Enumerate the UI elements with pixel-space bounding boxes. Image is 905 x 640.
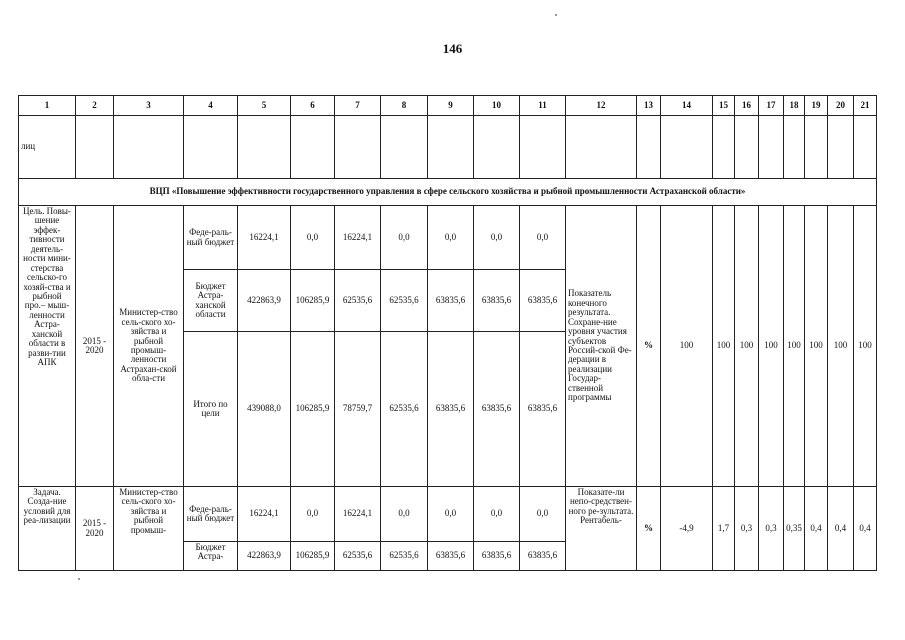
table-cell bbox=[854, 116, 877, 179]
indicator-value: 0,4 bbox=[854, 487, 877, 571]
header-cell: 5 bbox=[238, 96, 291, 116]
table-cell bbox=[661, 116, 713, 179]
value-cell: 62535,6 bbox=[381, 332, 428, 487]
funding-source: Бюджет Астра-ханской области bbox=[184, 270, 238, 332]
header-cell: 3 bbox=[114, 96, 184, 116]
table-row bbox=[19, 487, 877, 542]
task-unit: % bbox=[637, 487, 661, 571]
value-cell: 63835,6 bbox=[428, 270, 474, 332]
value-cell: 78759,7 bbox=[335, 332, 381, 487]
header-cell: 9 bbox=[428, 96, 474, 116]
indicator-value: 100 bbox=[854, 206, 877, 487]
header-cell: 11 bbox=[520, 96, 566, 116]
value-cell: 63835,6 bbox=[428, 332, 474, 487]
value-cell: 63835,6 bbox=[428, 542, 474, 571]
value-cell: 62535,6 bbox=[381, 270, 428, 332]
value-cell: 0,0 bbox=[291, 487, 335, 542]
indicator-value: 100 bbox=[828, 206, 854, 487]
table-cell bbox=[713, 116, 735, 179]
table-cell bbox=[474, 116, 520, 179]
funding-source: Феде-раль-ный бюджет bbox=[184, 206, 238, 270]
value-cell: 62535,6 bbox=[381, 542, 428, 571]
indicator-value: 100 bbox=[759, 206, 784, 487]
header-cell: 16 bbox=[735, 96, 759, 116]
header-cell: 10 bbox=[474, 96, 520, 116]
goal-executor: Министер-ство сель-ского хо-зяйства и рыбной промыш-ленности Астрахан-ской обла-сти bbox=[114, 206, 184, 487]
value-cell: 0,0 bbox=[474, 487, 520, 542]
header-cell: 17 bbox=[759, 96, 784, 116]
value-cell: 0,0 bbox=[520, 487, 566, 542]
value-cell: 63835,6 bbox=[474, 332, 520, 487]
program-table bbox=[18, 95, 877, 571]
table-cell bbox=[114, 116, 184, 179]
value-cell: 106285,9 bbox=[291, 332, 335, 487]
value-cell: 0,0 bbox=[381, 206, 428, 270]
indicator-value: 100 bbox=[784, 206, 805, 487]
funding-source: Феде-раль-ный бюджет bbox=[184, 487, 238, 542]
indicator-value: 0,3 bbox=[735, 487, 759, 571]
table-cell bbox=[637, 116, 661, 179]
table-cell bbox=[566, 116, 637, 179]
header-cell: 8 bbox=[381, 96, 428, 116]
table-cell bbox=[735, 116, 759, 179]
goal-period: 2015 - 2020 bbox=[76, 206, 114, 487]
table-cell bbox=[428, 116, 474, 179]
indicator-value: 0,35 bbox=[784, 487, 805, 571]
table-cell bbox=[759, 116, 784, 179]
header-cell: 4 bbox=[184, 96, 238, 116]
value-cell: 106285,9 bbox=[291, 270, 335, 332]
task-indicator: Показате-ли непо-средствен-ного ре-зультата. Рентабель- bbox=[566, 487, 637, 571]
table-cell bbox=[335, 116, 381, 179]
value-cell: 62535,6 bbox=[335, 542, 381, 571]
goal-name: Цель. Повы-шение эффек-тивности деятель-ности мини-стерства сельско-го хозяй-ства и рыбной про.– мыш-ленности Астра-ханской области в разви-тии АПК bbox=[19, 206, 76, 487]
table-cell bbox=[784, 116, 805, 179]
task-executor: Министер-ство сель-ского хо-зяйства и рыбной промыш- bbox=[114, 487, 184, 571]
value-cell: 0,0 bbox=[520, 206, 566, 270]
value-cell: 63835,6 bbox=[474, 542, 520, 571]
header-cell: 12 bbox=[566, 96, 637, 116]
value-cell: 0,0 bbox=[291, 206, 335, 270]
value-cell: 63835,6 bbox=[520, 332, 566, 487]
table-cell bbox=[291, 116, 335, 179]
indicator-value: 100 bbox=[713, 206, 735, 487]
header-cell: 2 bbox=[76, 96, 114, 116]
funding-source: Итого по цели bbox=[184, 332, 238, 487]
value-cell: 63835,6 bbox=[520, 542, 566, 571]
table-row bbox=[19, 206, 877, 270]
table-cell bbox=[381, 116, 428, 179]
indicator-value: 0,4 bbox=[805, 487, 828, 571]
indicator-value: 0,3 bbox=[759, 487, 784, 571]
indicator-value: 0,4 bbox=[828, 487, 854, 571]
value-cell: 422863,9 bbox=[238, 542, 291, 571]
header-cell: 1 bbox=[19, 96, 76, 116]
value-cell: 106285,9 bbox=[291, 542, 335, 571]
header-cell: 21 bbox=[854, 96, 877, 116]
indicator-value: -4,9 bbox=[661, 487, 713, 571]
indicator-value: 100 bbox=[735, 206, 759, 487]
table-cell bbox=[76, 116, 114, 179]
value-cell: 16224,1 bbox=[335, 487, 381, 542]
value-cell: 0,0 bbox=[381, 487, 428, 542]
task-period: 2015 - 2020 bbox=[76, 487, 114, 571]
header-cell: 14 bbox=[661, 96, 713, 116]
table-row bbox=[19, 116, 877, 179]
scan-speck bbox=[78, 578, 80, 580]
value-cell: 16224,1 bbox=[238, 206, 291, 270]
scan-speck bbox=[555, 14, 557, 16]
header-row bbox=[19, 96, 877, 116]
header-cell: 20 bbox=[828, 96, 854, 116]
header-cell: 6 bbox=[291, 96, 335, 116]
header-cell: 19 bbox=[805, 96, 828, 116]
table-cell: лиц bbox=[19, 116, 76, 179]
table-cell bbox=[828, 116, 854, 179]
indicator-value: 1,7 bbox=[713, 487, 735, 571]
header-cell: 13 bbox=[637, 96, 661, 116]
value-cell: 16224,1 bbox=[238, 487, 291, 542]
value-cell: 63835,6 bbox=[520, 270, 566, 332]
value-cell: 16224,1 bbox=[335, 206, 381, 270]
goal-unit: % bbox=[637, 206, 661, 487]
value-cell: 62535,6 bbox=[335, 270, 381, 332]
header-cell: 7 bbox=[335, 96, 381, 116]
page-number: 146 bbox=[442, 41, 463, 56]
table-cell bbox=[238, 116, 291, 179]
goal-indicator: Показатель конечного результата. Сохране-ние уровня участия субъектов Россий-ской Фе-дерации в реализации Государ-ственной программы bbox=[566, 206, 637, 487]
value-cell: 63835,6 bbox=[474, 270, 520, 332]
value-cell: 439088,0 bbox=[238, 332, 291, 487]
table-cell bbox=[184, 116, 238, 179]
funding-source: Бюджет Астра- bbox=[184, 542, 238, 571]
section-title: ВЦП «Повышение эффективности государственного управления в сфере сельского хозяйства и рыбной промышленности Астраханской области» bbox=[19, 179, 877, 206]
value-cell: 0,0 bbox=[474, 206, 520, 270]
value-cell: 0,0 bbox=[428, 487, 474, 542]
value-cell: 0,0 bbox=[428, 206, 474, 270]
value-cell: 422863,9 bbox=[238, 270, 291, 332]
header-cell: 18 bbox=[784, 96, 805, 116]
indicator-value: 100 bbox=[661, 206, 713, 487]
header-cell: 15 bbox=[713, 96, 735, 116]
table-cell bbox=[805, 116, 828, 179]
table-cell bbox=[520, 116, 566, 179]
section-row bbox=[19, 179, 877, 206]
task-name: Задача. Созда-ние условий для реа-лизации bbox=[19, 487, 76, 571]
indicator-value: 100 bbox=[805, 206, 828, 487]
